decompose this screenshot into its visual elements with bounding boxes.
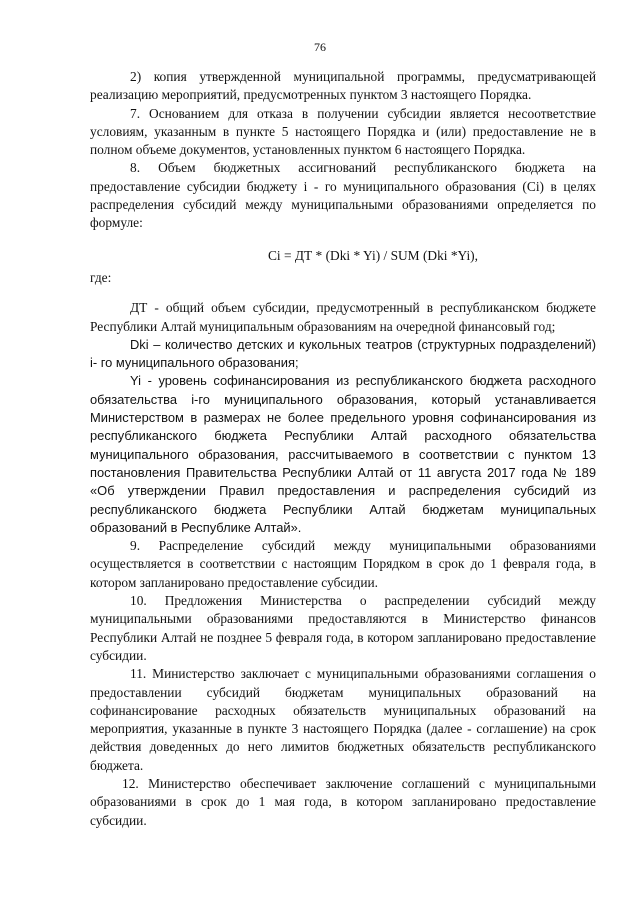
paragraph-2: 2) копия утвержденной муниципальной программы, предусматривающей реализацию мероприятий, предусмотренных пунктом 3 настоящего Порядка. xyxy=(90,69,596,103)
page-number: 76 xyxy=(314,40,326,54)
definition-dt: ДТ - общий объем субсидии, предусмотренный в республиканском бюджете Республики Алтай муниципальным образованиям на очередной финансовый год; xyxy=(90,300,596,334)
paragraph-10: 10. Предложения Министерства о распределении субсидий между муниципальными образованиями предоставляются в Министерство финансов Республики Алтай не позднее 5 февраля года, в котором запланировано предоставление субсидии. xyxy=(90,593,596,663)
paragraph-8: 8. Объем бюджетных ассигнований республиканского бюджета на предоставление субсидии бюджету i - го муниципального образования (Ci) в целях распределения субсидий между муниципальными образованиями определяется по формуле: xyxy=(90,160,596,231)
definition-dki: Dki – количество детских и кукольных театров (структурных подразделений) i- го муниципального образования; xyxy=(90,336,596,371)
where-label: где: xyxy=(90,269,112,285)
formula: Ci = ДТ * (Dki * Yi) / SUM (Dki *Yi), xyxy=(268,247,478,263)
paragraph-9: 9. Распределение субсидий между муниципальными образованиями осуществляется в соответствии с настоящим Порядком в срок до 1 февраля года, в котором запланировано предоставление субсидии. xyxy=(90,538,596,590)
paragraph-7: 7. Основанием для отказа в получении субсидии является несоответствие условиям, указанным в пункте 5 настоящего Порядка и (или) предоставление не в полном объеме документов, установленных пунктом 6 настоящего Порядка. xyxy=(90,105,596,158)
paragraph-12: 12. Министерство обеспечивает заключение соглашений с муниципальными образованиями в срок до 1 мая года, в котором запланировано предоставление субсидии. xyxy=(90,775,596,828)
definition-yi: Yi - уровень софинансирования из республиканского бюджета расходного обязательства i-го муниципального образования, который устанавливается Министерством в размерах не более предельного уровня софинансирования из республиканского бюджета Республики Алтай расходного обязательства муниципального образования, рассчитываемого в соответствии с пунктом 13 постановления Правительства Республики Алтай от 11 августа 2017 года № 189 «Об утверждении Правил предоставления и распределения субсидий из республиканского бюджета Республики Алтай бюджетам муниципальных образований в Республике Алтай». xyxy=(90,373,596,535)
paragraph-11: 11. Министерство заключает с муниципальными образованиями соглашения о предоставлении субсидий бюджетам муниципальных образований на софинансирование расходных обязательств муниципальных образований на мероприятия, указанные в пункте 3 настоящего Порядка (далее - соглашение) на срок действия доведенных до него лимитов бюджетных обязательств республиканского бюджета. xyxy=(90,666,596,773)
document-body xyxy=(90,68,596,830)
